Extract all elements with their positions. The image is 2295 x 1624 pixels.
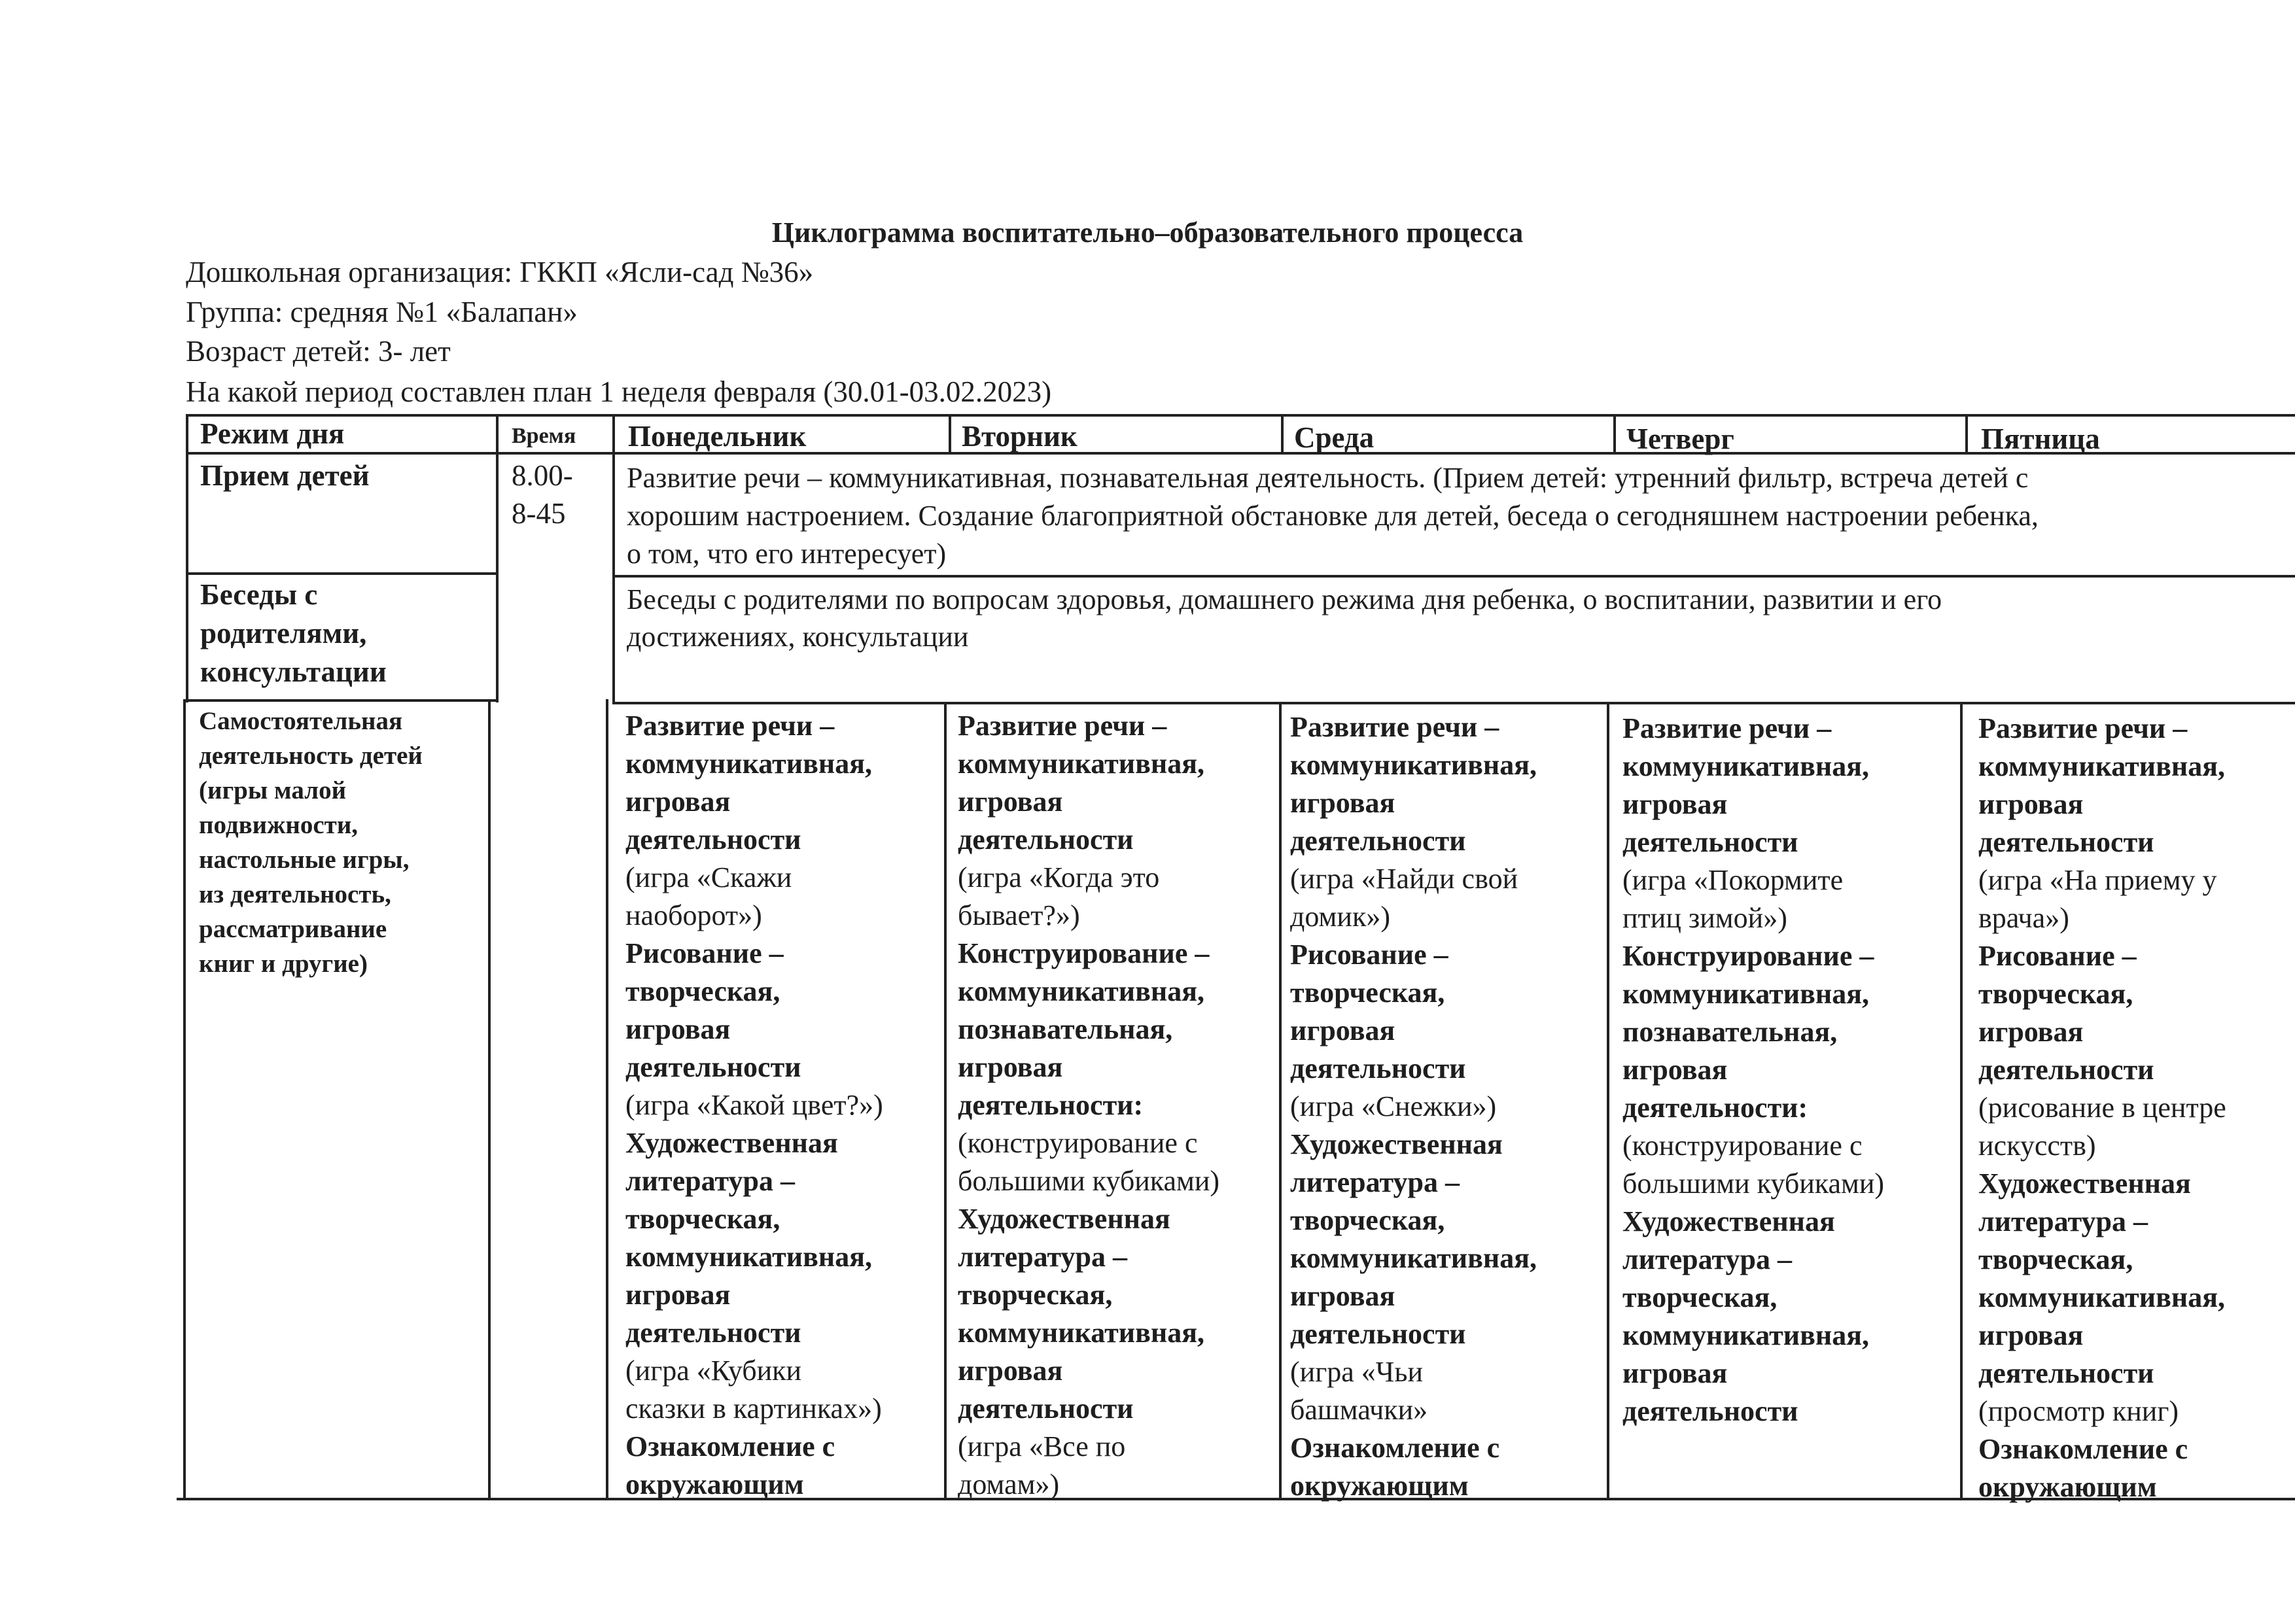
activity-line: коммуникативная, [1622, 750, 1870, 782]
activity-line: творческая, [625, 975, 780, 1007]
row-label-parents-line3: консультации [200, 655, 387, 688]
row1-bottom-right [612, 575, 2295, 578]
table-header-bottom [186, 452, 2295, 455]
activity-line: игровая [958, 1051, 1063, 1083]
parents-text-line2: достижениях, консультации [627, 621, 969, 653]
activity-line: Ознакомление с [1290, 1432, 1500, 1464]
activity-line: литература – [1978, 1205, 2148, 1237]
time-range-end: 8-45 [512, 497, 566, 530]
activity-line: творческая, [1290, 976, 1445, 1009]
col-divider-tue [949, 414, 951, 455]
monday-activities [625, 707, 883, 1504]
activity-label-line: Самостоятельная [199, 707, 403, 735]
activity-line: Развитие речи – [1978, 712, 2188, 744]
activity-line: Художественная [1622, 1205, 1835, 1237]
activity-line: деятельности: [1622, 1092, 1808, 1124]
activity-line: деятельности [958, 1392, 1134, 1425]
activity-line: деятельности [625, 1317, 801, 1349]
activity-line: Художественная [625, 1127, 838, 1159]
activity-line: (игра «На приему у [1978, 864, 2217, 896]
row2-bottom-right [612, 702, 2295, 704]
activity-line: коммуникативная, [1622, 1319, 1870, 1351]
activity-line: творческая, [1978, 978, 2133, 1010]
col-divider-thu-lower [1607, 702, 1609, 1500]
col-divider-time [496, 414, 499, 702]
activity-line: окружающим [1978, 1471, 2157, 1503]
activity-line: (конструирование с [958, 1127, 1198, 1159]
reception-text-line1: Развитие речи – коммуникативная, познавательная деятельность. (Прием детей: утренний фильтр, встреча детей с [627, 462, 2029, 494]
activity-line: Конструирование – [958, 937, 1210, 969]
activity-line: деятельности [1290, 1052, 1466, 1084]
activity-line: творческая, [958, 1279, 1113, 1311]
activity-line: башмачки» [1290, 1394, 1428, 1426]
col-divider-thu [1613, 414, 1616, 455]
activity-line: творческая, [625, 1203, 780, 1235]
activity-line: большими кубиками) [958, 1165, 1220, 1197]
activity-line: игровая [1622, 788, 1728, 820]
activity-line: игровая [1978, 1319, 2084, 1351]
column-header-monday: Понедельник [628, 420, 807, 453]
activity-line: коммуникативная, [1290, 749, 1537, 781]
activity-line: игровая [625, 1013, 731, 1045]
activity-line: Рисование – [625, 937, 784, 969]
activity-line: (игра «Когда это [958, 861, 1160, 893]
activity-line: литература – [625, 1165, 796, 1197]
activity-label-line: (игры малой [199, 776, 347, 804]
wednesday-activities [1290, 708, 1537, 1505]
activity-line: Ознакомление с [1978, 1433, 2188, 1465]
row-label-independent-activity [199, 704, 423, 981]
row2-bottom [186, 699, 496, 702]
activity-line: искусств) [1978, 1130, 2096, 1162]
activity-line: игровая [625, 1279, 731, 1311]
reception-text-line3: о том, что его интересует) [627, 538, 947, 570]
col-divider-tue-lower [944, 702, 947, 1500]
col-divider-fri [1965, 414, 1968, 455]
activity-line: коммуникативная, [625, 1241, 873, 1273]
activity-line: деятельности: [958, 1089, 1144, 1121]
activity-label-line: книг и другие) [199, 950, 368, 978]
activity-line: творческая, [1978, 1243, 2133, 1275]
activity-line: коммуникативная, [1290, 1242, 1537, 1274]
activity-line: игровая [1978, 1016, 2084, 1048]
activity-line: деятельности [1622, 826, 1798, 858]
activity-line: (игра «Кубики [625, 1355, 802, 1387]
activity-line: Развитие речи – [1622, 712, 1832, 744]
activity-line: большими кубиками) [1622, 1167, 1885, 1200]
time-range-start: 8.00- [512, 459, 573, 492]
activity-line: игровая [1290, 1280, 1395, 1312]
activity-line: игровая [1290, 787, 1395, 819]
activity-line: творческая, [1290, 1204, 1445, 1236]
column-header-tuesday: Вторник [962, 420, 1077, 453]
activity-label-line: из деятельность, [199, 880, 391, 908]
col-divider-days [612, 414, 615, 702]
activity-line: литература – [1290, 1166, 1460, 1198]
activity-line: (игра «Покормите [1622, 864, 1844, 896]
row-label-reception: Прием детей [200, 459, 370, 492]
row1-bottom [186, 572, 496, 575]
activity-line: (игра «Найди свой [1290, 863, 1518, 895]
activity-line: Рисование – [1978, 940, 2137, 972]
activity-line: (игра «Все по [958, 1430, 1126, 1462]
activity-line: коммуникативная, [625, 748, 873, 780]
activity-line: (конструирование с [1622, 1130, 1863, 1162]
activity-line: игровая [1290, 1014, 1395, 1046]
activity-label-line: рассматривание [199, 915, 387, 943]
activity-line: деятельности [1290, 1318, 1466, 1350]
column-header-thursday: Четверг [1626, 423, 1734, 455]
column-header-mode: Режим дня [200, 417, 345, 450]
activity-line: игровая [1622, 1054, 1728, 1086]
table-border-left [186, 414, 188, 702]
column-header-time: Время [512, 424, 576, 448]
activity-line: игровая [1622, 1357, 1728, 1389]
activity-line: деятельности [958, 823, 1134, 855]
col-divider-time-lower [488, 699, 491, 1500]
activity-line: деятельности [1290, 825, 1466, 857]
column-header-wednesday: Среда [1294, 421, 1375, 454]
document-title: Циклограмма воспитательно–образовательного процесса [771, 216, 1524, 249]
parents-text-line1: Беседы с родителями по вопросам здоровья, домашнего режима дня ребенка, о воспитании, развитии и его [627, 583, 1942, 615]
activity-line: Рисование – [1290, 939, 1448, 971]
activity-line: (игра «Какой цвет?») [625, 1089, 883, 1121]
activity-label-line: настольные игры, [199, 846, 410, 874]
thursday-activities [1622, 710, 1884, 1430]
activity-line: игровая [958, 786, 1063, 818]
activity-line: бывает?») [958, 899, 1080, 931]
activity-line: Развитие речи – [958, 710, 1167, 742]
table-border-left-lower [183, 699, 186, 1500]
friday-activities [1978, 710, 2226, 1506]
period-line: На какой период составлен план 1 неделя февраля (30.01-03.02.2023) [186, 375, 1052, 408]
activity-line: деятельности [1978, 1054, 2154, 1086]
activity-line: коммуникативная, [958, 975, 1205, 1007]
activity-line: игровая [1978, 788, 2084, 820]
activity-line: Художественная [1290, 1128, 1503, 1160]
activity-line: Развитие речи – [1290, 711, 1499, 743]
activity-line: врача») [1978, 902, 2069, 934]
activity-line: Ознакомление с [625, 1430, 835, 1462]
activity-line: деятельности [1978, 826, 2154, 858]
activity-line: деятельности [1978, 1357, 2154, 1389]
activity-line: литература – [1622, 1243, 1793, 1275]
activity-line: коммуникативная, [958, 1317, 1205, 1349]
reception-text-line2: хорошим настроением. Создание благоприятной обстановке для детей, беседа о сегодняшнем настроении ребенка, [627, 500, 2039, 532]
activity-line: коммуникативная, [1622, 978, 1870, 1010]
group-line: Группа: средняя №1 «Балапан» [186, 296, 578, 328]
activity-line: игровая [958, 1355, 1063, 1387]
activity-line: домам») [958, 1468, 1060, 1500]
activity-line: деятельности [1622, 1395, 1798, 1427]
tuesday-activities [958, 707, 1219, 1504]
activity-line: познавательная, [1622, 1016, 1838, 1048]
col-divider-wed-lower [1279, 702, 1282, 1500]
activity-line: коммуникативная, [1978, 750, 2226, 782]
activity-line: (игра «Снежки») [1290, 1090, 1497, 1122]
activity-line: деятельности [625, 823, 801, 855]
activity-line: литература – [958, 1241, 1128, 1273]
activity-line: домик») [1290, 901, 1390, 933]
activity-line: (игра «Скажи [625, 861, 792, 893]
row-label-parents-line1: Беседы с [200, 578, 318, 611]
activity-line: Художественная [958, 1203, 1170, 1235]
col-divider-wed [1281, 414, 1284, 455]
activity-label-line: подвижности, [199, 811, 359, 839]
activity-line: сказки в картинках») [625, 1392, 882, 1425]
col-divider-days-lower [606, 699, 608, 1500]
age-line: Возраст детей: 3- лет [186, 335, 451, 368]
activity-label-line: деятельность детей [199, 742, 423, 770]
activity-line: окружающим [1290, 1470, 1469, 1502]
organization-line: Дошкольная организация: ГККП «Ясли-сад №36» [186, 256, 814, 288]
activity-line: (просмотр книг) [1978, 1395, 2179, 1427]
row-label-parents-line2: родителями, [200, 617, 367, 649]
activity-line: окружающим [625, 1468, 804, 1500]
activity-line: птиц зимой») [1622, 902, 1787, 934]
column-header-friday: Пятница [1981, 423, 2100, 455]
activity-line: (игра «Чьи [1290, 1356, 1423, 1388]
activity-line: коммуникативная, [1978, 1281, 2226, 1313]
activity-line: коммуникативная, [958, 748, 1205, 780]
activity-line: Развитие речи – [625, 710, 835, 742]
table-border-bottom [177, 1498, 2295, 1500]
activity-line: творческая, [1622, 1281, 1778, 1313]
activity-line: деятельности [625, 1051, 801, 1083]
activity-line: игровая [625, 786, 731, 818]
activity-line: (рисование в центре [1978, 1092, 2226, 1124]
activity-line: Художественная [1978, 1167, 2191, 1200]
table-border-top [186, 414, 2295, 417]
activity-line: Конструирование – [1622, 940, 1874, 972]
activity-line: наоборот») [625, 899, 762, 931]
col-divider-fri-lower [1960, 702, 1963, 1500]
activity-line: познавательная, [958, 1013, 1173, 1045]
